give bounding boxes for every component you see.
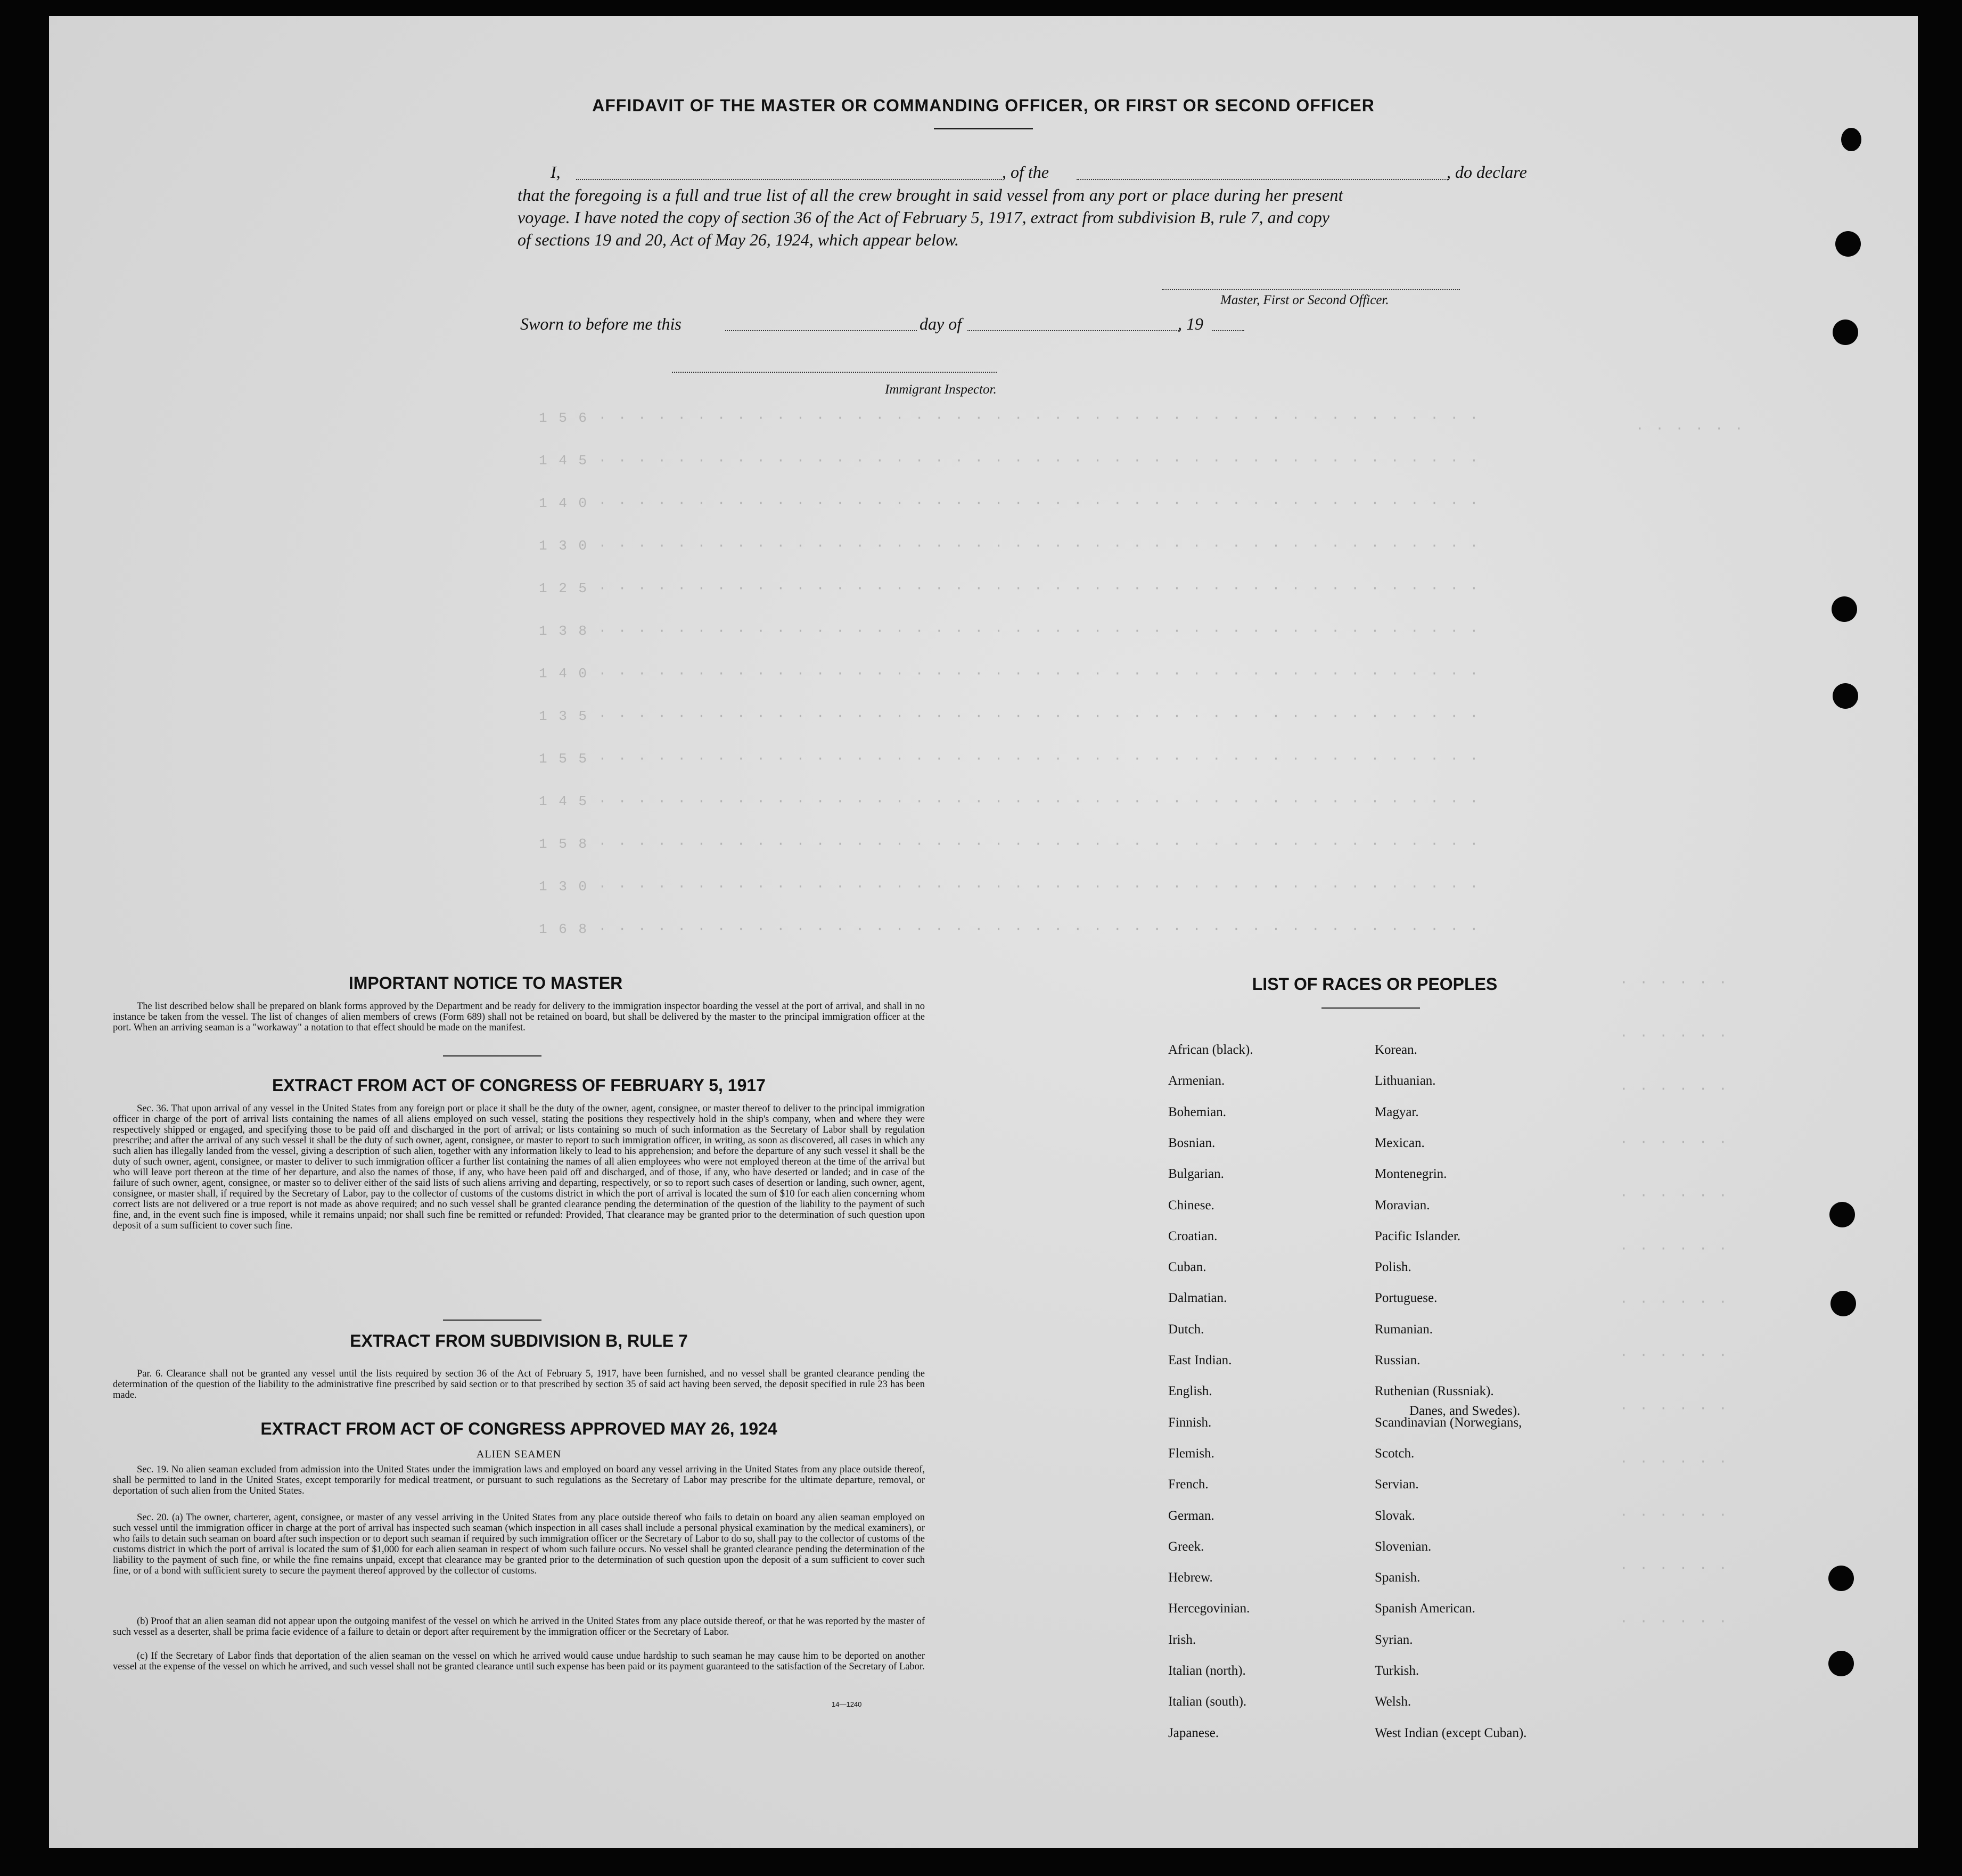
punch-hole xyxy=(1832,596,1857,622)
race-item: German. xyxy=(1168,1509,1214,1523)
punch-hole xyxy=(1835,231,1861,257)
race-item: Bulgarian. xyxy=(1168,1167,1224,1181)
race-item: Dalmatian. xyxy=(1168,1291,1227,1305)
race-item: Cuban. xyxy=(1168,1260,1206,1274)
race-item: East Indian. xyxy=(1168,1353,1232,1367)
affidavit-line4: of sections 19 and 20, Act of May 26, 1924, which appear below. xyxy=(518,230,959,249)
race-item: Slovenian. xyxy=(1375,1539,1432,1554)
race-item: Armenian. xyxy=(1168,1074,1225,1088)
notice-divider xyxy=(443,1055,541,1056)
sec19-text: Sec. 19. No alien seaman excluded from admission into the United States under the immigration laws and employed on board any vessel arriving in the United States from any place outside thereof, shall be permitted to land in the United States, except temporarily for medical treatment, or pursuant to such regulations as the Secretary of Labor may prescribe for the ultimate departure, removal, or deportation of such alien from the United States. xyxy=(113,1464,925,1496)
bleed-through: 1 4 0 · · · · · · · · · · · · · · · · · · · · · · · · · · · · · · · · · · · · · · · · · · · · · xyxy=(539,495,1480,511)
notice-title: IMPORTANT NOTICE TO MASTER xyxy=(348,973,623,993)
race-item: Syrian. xyxy=(1375,1633,1413,1647)
master-signature-line xyxy=(1162,289,1460,290)
race-item-scandinavian-cont: Danes, and Swedes). xyxy=(1409,1404,1521,1418)
bleed-through: 1 4 5 · · · · · · · · · · · · · · · · · · · · · · · · · · · · · · · · · · · · · · · · · · · · · xyxy=(539,453,1480,469)
rule7-title: EXTRACT FROM SUBDIVISION B, RULE 7 xyxy=(350,1331,688,1350)
race-item: Mexican. xyxy=(1375,1136,1425,1150)
bleed-through: · · · · · · xyxy=(1620,1613,1729,1629)
race-item: Chinese. xyxy=(1168,1198,1214,1213)
affidavit-title: AFFIDAVIT OF THE MASTER OR COMMANDING OFFICER, OR FIRST OR SECOND OFFICER xyxy=(592,96,1375,115)
race-item: Finnish. xyxy=(1168,1415,1212,1430)
bleed-through: 1 3 0 · · · · · · · · · · · · · · · · · · · · · · · · · · · · · · · · · · · · · · · · · · · · · xyxy=(539,879,1480,895)
race-item: Scandinavian (Norwegians, xyxy=(1375,1415,1522,1430)
document-page xyxy=(49,16,1918,1848)
race-item: African (black). xyxy=(1168,1043,1253,1057)
race-item: Magyar. xyxy=(1375,1105,1419,1119)
bleed-through: 1 2 5 · · · · · · · · · · · · · · · · · · · · · · · · · · · · · · · · · · · · · · · · · · · · · xyxy=(539,580,1480,596)
affidavit-line1-ofthe: , of the xyxy=(1002,162,1049,182)
affidavit-line1-i: I, xyxy=(551,162,561,182)
bleed-through: · · · · · · xyxy=(1620,1187,1729,1203)
race-item: Slovak. xyxy=(1375,1509,1415,1523)
race-item: Scotch. xyxy=(1375,1446,1415,1461)
bleed-through: 1 5 6 · · · · · · · · · · · · · · · · · · · · · · · · · · · · · · · · · · · · · · · · · · · · · xyxy=(539,410,1480,426)
bleed-through: 1 4 0 · · · · · · · · · · · · · · · · · · · · · · · · · · · · · · · · · · · · · · · · · · · · · xyxy=(539,666,1480,682)
bleed-through: 1 5 8 · · · · · · · · · · · · · · · · · · · · · · · · · · · · · · · · · · · · · · · · · · · · · xyxy=(539,836,1480,852)
master-caption: Master, First or Second Officer. xyxy=(1220,293,1389,307)
race-item: Spanish American. xyxy=(1375,1601,1475,1616)
race-item: Bosnian. xyxy=(1168,1136,1216,1150)
race-item: Greek. xyxy=(1168,1539,1204,1554)
sworn-month-blank xyxy=(967,330,1180,331)
bleed-through: · · · · · · xyxy=(1620,1347,1729,1363)
punch-hole xyxy=(1829,1202,1855,1227)
race-item: Russian. xyxy=(1375,1353,1421,1367)
extract-1917-text: Sec. 36. That upon arrival of any vessel in the United States from any foreign port or place it shall be the duty of the owner, agent, consignee, or master thereof to deliver to the principal immigration officer in charge of the port of arrival lists containing the names of all aliens employed on such vessel, stating the positions they respectively hold in the ship's company, when and where they were respectively shipped or engaged, and specifying those to be paid off and discharged in the port of arrival; or lists containing so much of such information as the Secretary of Labor shall by regulation prescribe; and after the arrival of any such vessel it shall be the duty of such owner, agent, consignee, or master to report to such immigration officer, in writing, as soon as discovered, all cases in which any such alien has illegally landed from the vessel, giving a description of such alien, together with any information likely to lead to his apprehension; and before the departure of any such vessel it shall be the duty of such owner, agent, consignee, or master to deliver to such immigration officer a further list containing the names of all alien employees who were not employed thereon at the time of the arrival but who will leave port thereon at the time of her departure, and also the names of those, if any, who have been paid off and discharged, and of those, if any, who have deserted or landed; and in case of the failure of such owner, agent, consignee, or master so to deliver either of the said lists of such aliens arriving and departing, respectively, or so to report such cases of desertion or landing, such owner, agent, consignee, or master shall, if required by the Secretary of Labor, pay to the collector of customs of the customs district in which the port of arrival is located the sum of $10 for each alien concerning whom correct lists are not delivered or a true report is not made as above required; and no such vessel shall be granted clearance pending the determination of the question of the liability to the payment of such fine, and, in the event such fine is imposed, while it remains unpaid; nor shall such fine be remitted or refunded: Provided, That clearance may be granted prior to the determination of such question upon deposit of a sum sufficient to cover such fine. xyxy=(113,1103,925,1231)
sec20b-text: (b) Proof that an alien seaman did not appear upon the outgoing manifest of the vessel on which he arrived in the United States from any place outside thereof, or that he was reported by the master of such vessel as a deserter, shall be prima facie evidence of a failure to detain or deport after requirement by the immigration officer or the Secretary of Labor. xyxy=(113,1616,925,1637)
race-item: Italian (north). xyxy=(1168,1664,1246,1678)
bleed-through: 1 4 5 · · · · · · · · · · · · · · · · · · · · · · · · · · · · · · · · · · · · · · · · · · · · · xyxy=(539,793,1480,809)
bleed-through: 1 6 8 · · · · · · · · · · · · · · · · · · · · · · · · · · · · · · · · · · · · · · · · · · · · · xyxy=(539,921,1480,937)
sworn-day-blank xyxy=(725,330,917,331)
punch-hole xyxy=(1830,1291,1856,1316)
sworn-year-blank xyxy=(1212,330,1244,331)
punch-hole xyxy=(1833,320,1858,345)
bleed-through: 1 3 5 · · · · · · · · · · · · · · · · · · · · · · · · · · · · · · · · · · · · · · · · · · · · · xyxy=(539,708,1480,724)
race-item: Hercegovinian. xyxy=(1168,1601,1250,1616)
bleed-through: · · · · · · xyxy=(1620,1454,1729,1470)
punch-hole xyxy=(1828,1566,1854,1591)
affidavit-line3: voyage. I have noted the copy of section 36 of the Act of February 5, 1917, extract from subdivision B, rule 7, and copy xyxy=(518,208,1329,227)
inspector-signature-line xyxy=(672,372,997,373)
extract-1924-title: EXTRACT FROM ACT OF CONGRESS APPROVED MAY 26, 1924 xyxy=(260,1419,777,1438)
sworn-dayof: day of xyxy=(920,314,962,333)
race-item: Ruthenian (Russniak). xyxy=(1375,1384,1494,1398)
race-item: Portuguese. xyxy=(1375,1291,1438,1305)
affidavit-line1-declare: , do declare xyxy=(1447,162,1527,182)
races-divider xyxy=(1321,1007,1420,1009)
bleed-through: · · · · · · xyxy=(1620,1400,1729,1416)
bleed-through: · · · · · · xyxy=(1620,1028,1729,1044)
sec20c-text: (c) If the Secretary of Labor finds that deportation of the alien seaman on the vessel on which he arrived would cause undue hardship to such seaman he may cause him to be deported on another vessel at the expense of the vessel on which he arrived, and such vessel shall not be granted clearance until such expense has been paid or its payment guaranteed to the satisfaction of the Secretary of Labor. xyxy=(113,1651,925,1672)
title-underline xyxy=(934,128,1033,129)
form-number: 14—1240 xyxy=(832,1700,862,1708)
race-item: Croatian. xyxy=(1168,1229,1218,1243)
race-item: Montenegrin. xyxy=(1375,1167,1447,1181)
bleed-through: · · · · · · xyxy=(1620,974,1729,990)
race-item: Flemish. xyxy=(1168,1446,1214,1461)
race-item: Irish. xyxy=(1168,1633,1196,1647)
race-item: Korean. xyxy=(1375,1043,1417,1057)
sec20a-text: Sec. 20. (a) The owner, charterer, agent, consignee, or master of any vessel arriving in the United States from any place outside thereof who fails to detain on board any alien seaman employed on such vessel until the immigration officer in charge at the port of arrival has inspected such seaman (which inspection in all cases shall include a personal physical examination by the medical examiners), or who fails to detain such seaman on board after such inspection or to deport such seaman if required by such immigration officer or the Secretary of Labor to do so, shall pay to the collector of customs of the customs district in which the port of arrival is located the sum of $1,000 for each alien seaman in respect of whom such failure occurs. No vessel shall be granted clearance pending the determination of the liability to the payment of such fine, or while the fine remains unpaid, except that clearance may be granted prior to the determination of such question upon the deposit of a sum sufficient to cover such fine, or of a bond with sufficient surety to secure the payment thereof approved by the collector of customs. xyxy=(113,1512,925,1576)
race-item: Italian (south). xyxy=(1168,1694,1247,1709)
affidavit-line2: that the foregoing is a full and true list of all the crew brought in said vessel from any port or place during her present xyxy=(518,185,1343,204)
inspector-caption: Immigrant Inspector. xyxy=(885,382,997,397)
race-item: French. xyxy=(1168,1477,1209,1492)
bleed-through: 1 3 0 · · · · · · · · · · · · · · · · · · · · · · · · · · · · · · · · · · · · · · · · · · · · · xyxy=(539,538,1480,554)
race-item: Hebrew. xyxy=(1168,1570,1213,1585)
race-item: Turkish. xyxy=(1375,1664,1419,1678)
punch-hole xyxy=(1841,128,1861,151)
vessel-blank xyxy=(1077,179,1449,180)
bleed-through: · · · · · · xyxy=(1620,1134,1729,1150)
notice-text: The list described below shall be prepared on blank forms approved by the Department and be ready for delivery to the immigration inspector boarding the vessel at the port of arrival, and shall in no instance be taken from the vessel. The list of changes of alien members of crews (Form 689) shall not be retained on board, but shall be delivered by the master to the principal immigration officer at the port. When an arriving seaman is a "workaway" a notation to that effect should be made on the manifest. xyxy=(113,1001,925,1033)
race-item: Lithuanian. xyxy=(1375,1074,1436,1088)
race-item: Bohemian. xyxy=(1168,1105,1227,1119)
race-item: West Indian (except Cuban). xyxy=(1375,1726,1527,1740)
bleed-through: · · · · · · xyxy=(1620,1241,1729,1257)
race-item: Japanese. xyxy=(1168,1726,1219,1740)
sworn-year: , 19 xyxy=(1178,314,1203,333)
race-item: Welsh. xyxy=(1375,1694,1411,1709)
race-item: English. xyxy=(1168,1384,1212,1398)
race-item: Servian. xyxy=(1375,1477,1419,1492)
rule7-text: Par. 6. Clearance shall not be granted any vessel until the lists required by section 36 of the Act of February 5, 1917, have been furnished, and no vessel shall be granted clearance pending the determination of the question of the liability to the administrative fine prescribed by said section or to that prescribed by section 35 of said act having been served, the deposit specified in rule 23 has been made. xyxy=(113,1369,925,1400)
race-item: Polish. xyxy=(1375,1260,1411,1274)
punch-hole xyxy=(1833,683,1858,709)
bleed-through: · · · · · · xyxy=(1620,1560,1729,1576)
sworn-label: Sworn to before me this xyxy=(520,314,682,333)
extract-1917-title: EXTRACT FROM ACT OF CONGRESS OF FEBRUARY 5, 1917 xyxy=(272,1076,766,1095)
bleed-through: · · · · · · xyxy=(1620,1294,1729,1310)
race-item: Spanish. xyxy=(1375,1570,1421,1585)
bleed-through: · · · · · · xyxy=(1636,421,1745,437)
race-item: Pacific Islander. xyxy=(1375,1229,1461,1243)
bleed-through: 1 5 5 · · · · · · · · · · · · · · · · · · · · · · · · · · · · · · · · · · · · · · · · · · · · · xyxy=(539,751,1480,767)
extract-1917-divider xyxy=(443,1320,541,1321)
bleed-through: · · · · · · xyxy=(1620,1081,1729,1097)
name-blank xyxy=(576,179,1002,180)
alien-seamen-subtitle: ALIEN SEAMEN xyxy=(476,1448,562,1460)
punch-hole xyxy=(1828,1651,1854,1676)
bleed-through: · · · · · · xyxy=(1620,1507,1729,1523)
bleed-through: 1 3 8 · · · · · · · · · · · · · · · · · · · · · · · · · · · · · · · · · · · · · · · · · · · · · xyxy=(539,623,1480,639)
race-item: Rumanian. xyxy=(1375,1322,1433,1337)
races-title: LIST OF RACES OR PEOPLES xyxy=(1252,974,1498,994)
race-item: Dutch. xyxy=(1168,1322,1204,1337)
race-item: Moravian. xyxy=(1375,1198,1430,1213)
